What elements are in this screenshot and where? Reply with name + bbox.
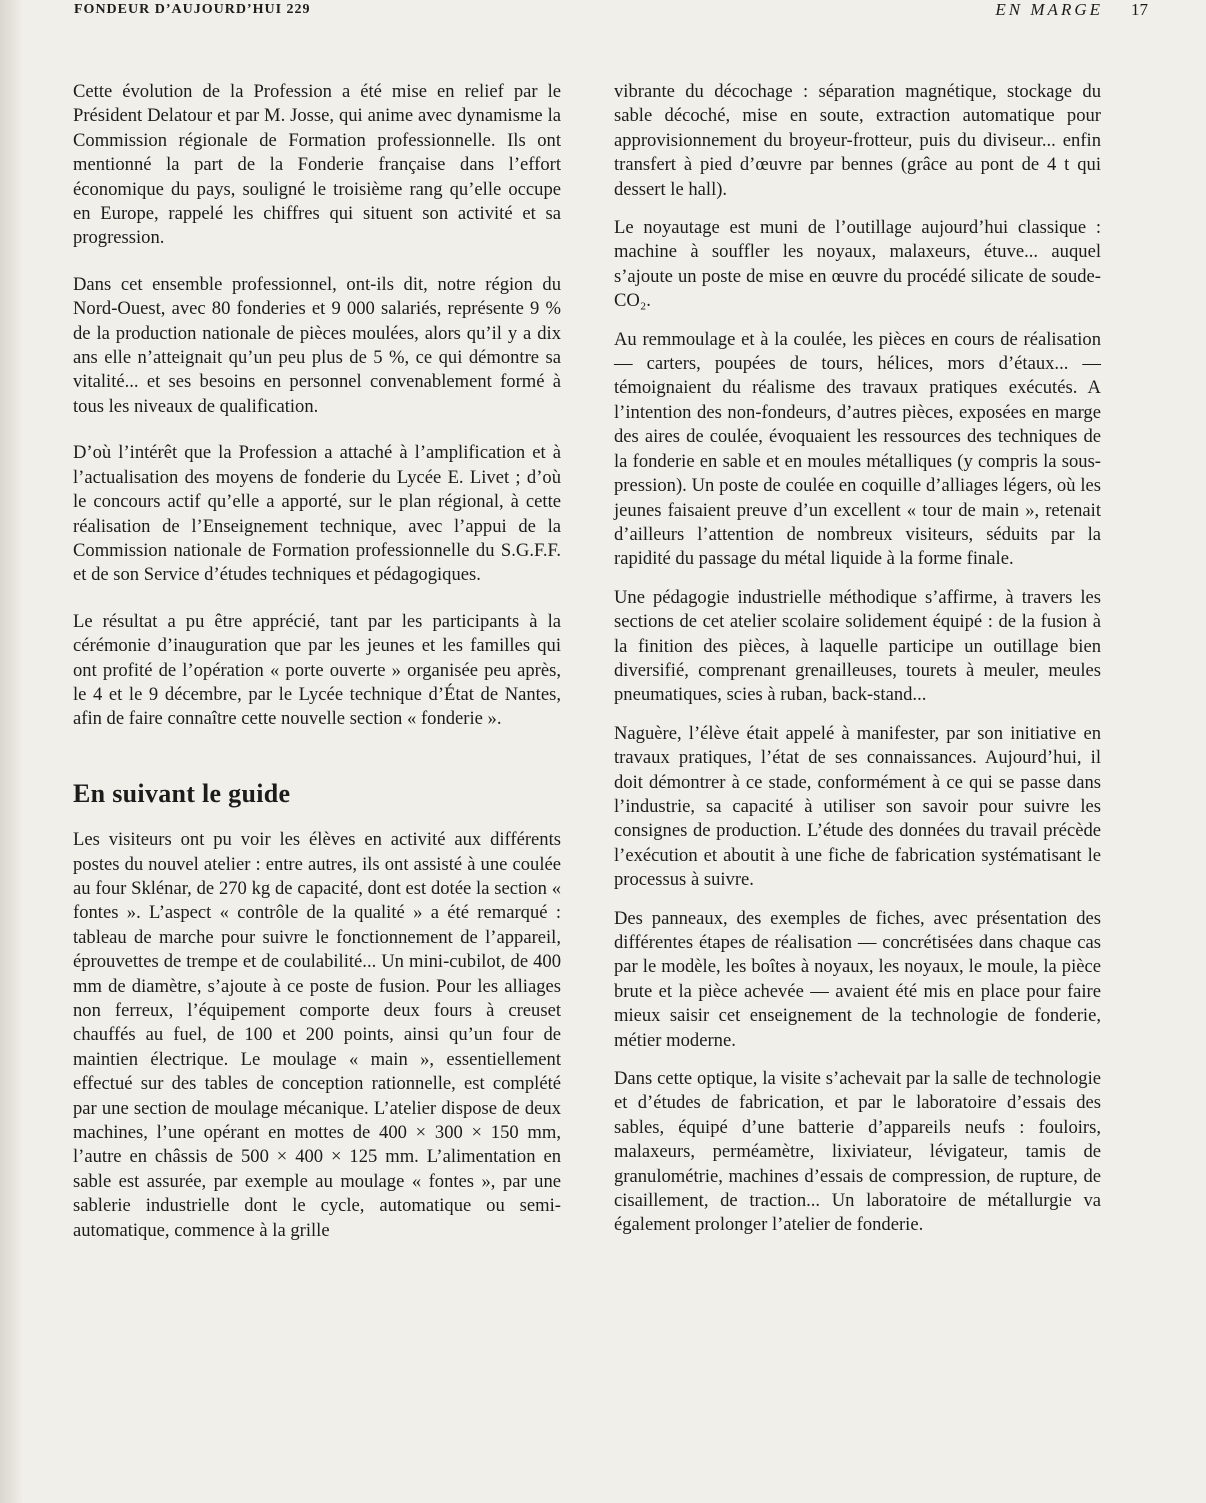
paragraph: vibrante du décochage : séparation magnétique, stockage du sable décoché, mise en soute, extraction automatique pour approvisionnement du broyeur-frotteur, puis du diviseur... enfin transfert à pied d’œuvre par bennes (grâce au pont de 4 t qui dessert le hall). (614, 81, 1101, 200)
running-header (74, 0, 1148, 22)
paragraph: Les visiteurs ont pu voir les élèves en activité aux différents postes du nouvel atelier : entre autres, ils ont assisté à une coulée au four Sklénar, de 270 kg de capacité, dont est dotée la section « fontes ». L’aspect « contrôle de la qualité » a été remarqué : tableau de marche pour suivre le fonctionnement de l’appareil, éprouvettes de trempe et de coulabilité... Un mini-cubilot, de 400 mm de diamètre, s’ajoute à ce poste de fusion. Pour les alliages non ferreux, l’équipement comporte deux fours à creuset chauffés au fuel, de 100 et 200 points, ainsi qu’un four de maintien électrique. Le moulage « main », essentiellement effectué sur des tables de conception rationnelle, est complété par une section de moulage mécanique. L’atelier dispose de deux machines, l’une opérant en mottes de 400 × 300 × 150 mm, l’autre en châssis de 500 × 400 × 125 mm. L’alimentation en sable est assurée, par exemple au moulage « fontes », par une sablerie industrielle dont le cycle, automatique ou semi-automatique, commence à la grille (73, 829, 561, 1241)
section-heading: En suivant le guide (73, 778, 291, 808)
page-edge (0, 0, 22, 1503)
section-header (995, 0, 1148, 20)
right-column (614, 80, 1101, 1252)
journal-title: FONDEUR D’AUJOURD’HUI 229 (74, 2, 311, 17)
paragraph: Naguère, l’élève était appelé à manifester, par son initiative en travaux pratiques, l’état de ses connaissances. Aujourd’hui, il doit démontrer à ce stade, conformément à ce qui se passe dans l’industrie, sa capacité à utiliser son savoir pour suivre les consignes de production. L’étude des données du travail précède l’exécution et aboutit à une fiche de fabrication systématisant le processus à suivre. (614, 722, 1101, 891)
paragraph: Le résultat a pu être apprécié, tant par les participants à la cérémonie d’inauguration que par les jeunes et les familles qui ont profité de l’opération « porte ouverte » organisée peu après, le 4 et le 9 décembre, par le Lycée technique d’État de Nantes, afin de faire connaître cette nouvelle section « fonderie ». (73, 610, 561, 730)
page-number: 17 (1131, 0, 1148, 19)
left-column (73, 80, 561, 1265)
paragraph: Dans cette optique, la visite s’achevait par la salle de technologie et d’études de fabrication, et par le laboratoire d’essais des sables, équipé d’une batterie d’appareils neufs : fouloirs, malaxeurs, perméamètre, lixiviateur, lévigateur, tamis de granulométrie, machines d’essais de compression, de rupture, de cisaillement, de traction... Un laboratoire de métallurgie va également prolonger l’atelier de fonderie. (614, 1068, 1101, 1236)
paragraph: Des panneaux, des exemples de fiches, avec présentation des différentes étapes de réalisation — concrétisées dans chaque cas par le modèle, les boîtes à noyaux, les noyaux, le moule, la pièce brute et la pièce achevée — avaient été mis en place pour faire mieux saisir cet enseignement de la technologie de fonderie, métier moderne. (614, 907, 1101, 1051)
paragraph: Dans cet ensemble professionnel, ont-ils dit, notre région du Nord-Ouest, avec 80 fonderies et 9 000 salariés, représente 9 % de la production nationale de pièces moulées, alors qu’il y a dix ans elle n’atteignait qu’un peu plus de 5 %, ce qui démontre sa vitalité... et ses besoins en personnel convenablement formé à tous les niveaux de qualification. (73, 273, 561, 417)
paragraph: D’où l’intérêt que la Profession a attaché à l’amplification et à l’actualisation des moyens de fonderie du Lycée E. Livet ; d’où le concours actif qu’elle a apporté, sur le plan régional, à cette réalisation de l’Enseignement technique, avec l’appui de la Commission nationale de Formation professionnelle du S.G.F.F. et de son Service d’études techniques et pédagogiques. (73, 442, 561, 586)
section-header-title: EN MARGE (995, 0, 1103, 19)
paragraph: Une pédagogie industrielle méthodique s’affirme, à travers les sections de cet atelier scolaire solidement équipé : de la fusion à la finition des pièces, à laquelle participe un outillage bien diversifié, comprenant grenailleuses, tourets à meuler, meules pneumatiques, scies à ruban, back-stand... (614, 586, 1101, 706)
paragraph: Le noyautage est muni de l’outillage aujourd’hui classique : machine à souffler les noyaux, malaxeurs, étuve... auquel s’ajoute un poste de mise en œuvre du procédé silicate de soude-CO₂. (614, 217, 1101, 312)
paragraph: Cette évolution de la Profession a été mise en relief par le Président Delatour et par M. Josse, qui anime avec dynamisme la Commission régionale de Formation professionnelle. Ils ont mentionné la part de la Fonderie française dans l’effort économique du pays, souligné le troisième rang qu’elle occupe en Europe, rappelé les chiffres qui situent son activité et sa progression. (73, 81, 561, 249)
paragraph: Au remmoulage et à la coulée, les pièces en cours de réalisation — carters, poupées de tours, hélices, mors d’étaux... — témoignaient du réalisme des travaux pratiques exécutés. A l’intention des non-fondeurs, d’autres pièces, exposées en marge des aires de coulée, évoquaient les ressources des techniques de la fonderie en sable et en moules métalliques (y compris la sous-pression). Un poste de coulée en coquille d’alliages légers, où les jeunes faisaient preuve d’un excellent « tour de main », retenait d’ailleurs l’attention de nombreux visiteurs, séduits par la rapidité du passage du métal liquide à la forme finale. (614, 328, 1101, 570)
